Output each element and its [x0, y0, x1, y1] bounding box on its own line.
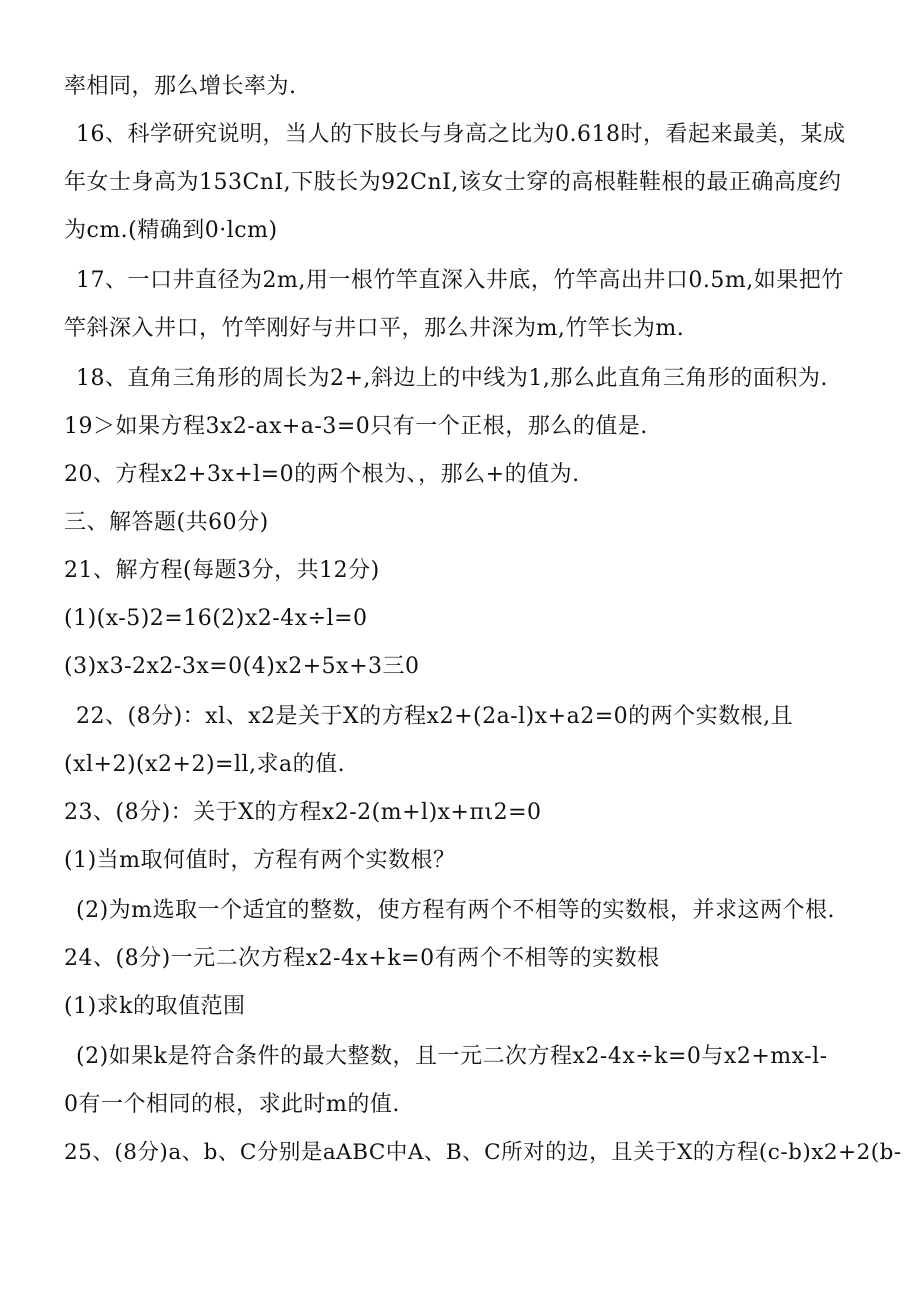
question-24-line: 24、(8分)一元二次方程x2-4x+k=0有两个不相等的实数根: [64, 946, 660, 971]
question-19-line: 19＞如果方程3x2-ax+a-3=0只有一个正根，那么的值是.: [64, 414, 648, 439]
text-line: (xl+2)(x2+2)=ll,求a的值.: [64, 752, 346, 777]
section-heading: 三、解答题(共60分): [64, 510, 269, 535]
question-18-line: 18、直角三角形的周长为2+,斜边上的中线为1,那么此直角三角形的面积为.: [76, 366, 828, 391]
question-17-line: 17、一口井直径为2m,用一根竹竿直深入井底，竹竿高出井口0.5m,如果把竹: [76, 268, 844, 293]
question-16-line: 16、科学研究说明，当人的下肢长与身高之比为0.618时，看起来最美，某成: [76, 122, 846, 147]
text-line: (1)求k的取值范围: [64, 994, 246, 1019]
text-line: (1)当m取何值时，方程有两个实数根？: [64, 848, 456, 873]
text-line: 年女士身高为153CnI,下肢长为92CnI,该女士穿的高根鞋鞋根的最正确高度约: [64, 170, 842, 195]
equation-line: (3)x3-2x2-3x=0(4)x2+5x+3三0: [64, 654, 420, 679]
text-line: 率相同，那么增长率为.: [64, 74, 297, 99]
question-20-line: 20、方程x2+3x+l=0的两个根为、，那么+的值为.: [64, 462, 580, 487]
question-25-line: 25、(8分)a、b、C分别是aABC中A、B、C所对的边，且关于X的方程(c-b)x2+2(b-: [64, 1140, 902, 1165]
question-22-line: 22、(8分)：xl、x2是关于X的方程x2+(2a-l)x+a2=0的两个实数根,且: [76, 704, 794, 729]
question-21-line: 21、解方程(每题3分，共12分): [64, 558, 380, 583]
question-23-line: 23、(8分)：关于X的方程x2-2(m+l)x+πι2=0: [64, 800, 542, 825]
text-line: 为cm.(精确到0·lcm): [64, 218, 278, 243]
text-line: (2)为m选取一个适宜的整数，使方程有两个不相等的实数根，并求这两个根.: [76, 898, 836, 923]
text-line: (2)如果k是符合条件的最大整数，且一元二次方程x2-4x÷k=0与x2+mx-l-: [76, 1044, 828, 1069]
text-line: 0有一个相同的根，求此时m的值.: [64, 1092, 400, 1117]
text-line: 竿斜深入井口，竹竿刚好与井口平，那么井深为m,竹竿长为m.: [64, 316, 685, 341]
equation-line: (1)(x-5)2=16(2)x2-4x÷l=0: [64, 606, 368, 631]
